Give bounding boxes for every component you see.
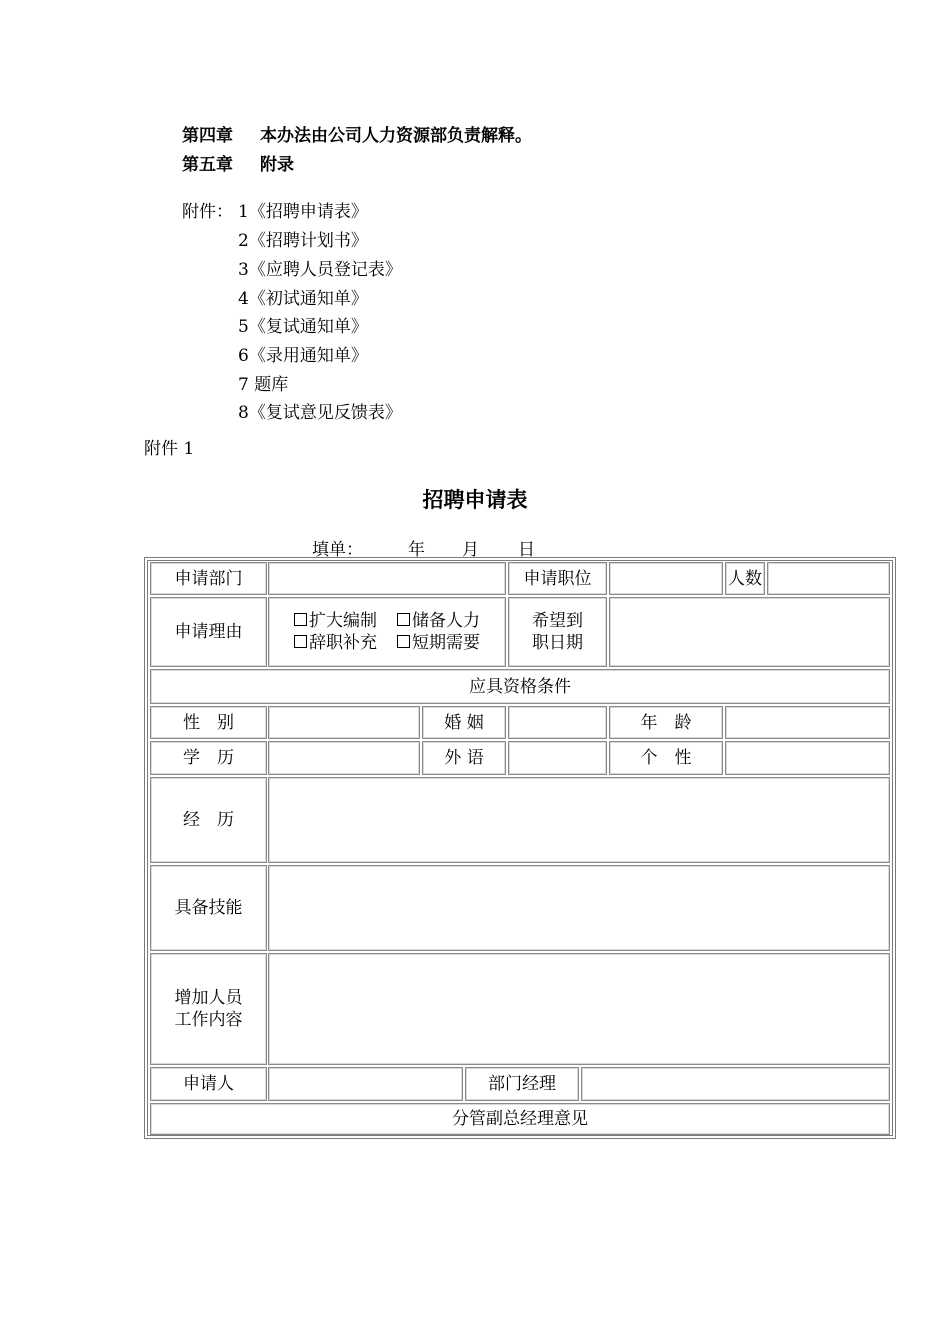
attachment-item: 7 题库: [238, 375, 289, 395]
chapter-text: 附录: [260, 155, 294, 175]
chapter-4: [182, 121, 532, 146]
field-marriage[interactable]: [508, 706, 607, 739]
checkbox-icon[interactable]: [397, 613, 410, 626]
checkbox-icon[interactable]: [294, 613, 307, 626]
label-hope-date: 希望到 职日期: [508, 597, 607, 667]
attachments-label: 附件：: [182, 202, 233, 222]
field-dept-manager[interactable]: [581, 1067, 890, 1101]
reason-option[interactable]: 辞职补充: [294, 632, 377, 654]
attachment-item: 5《复试通知单》: [238, 317, 368, 337]
field-headcount[interactable]: [767, 562, 890, 595]
label-dept: 申请部门: [150, 562, 267, 595]
attachment-item: 1《招聘申请表》: [238, 202, 368, 222]
fill-date-label: 填单：: [312, 540, 363, 560]
attachment-heading: 附件 1: [144, 439, 195, 459]
reason-option[interactable]: 短期需要: [397, 632, 480, 654]
chapter-number: 第四章: [182, 126, 233, 146]
field-experience[interactable]: [268, 777, 890, 863]
label-reason: 申请理由: [150, 597, 267, 667]
label-skills: 具备技能: [150, 865, 267, 951]
field-applicant[interactable]: [268, 1067, 463, 1101]
label-gender: 性 别: [150, 706, 267, 739]
label-age: 年 龄: [609, 706, 723, 739]
fill-date-day: 日: [518, 540, 535, 560]
fill-date-month: 月: [462, 540, 479, 560]
label-language: 外 语: [422, 741, 506, 775]
label-headcount: 人数: [725, 562, 765, 595]
attachment-item: 8《复试意见反馈表》: [238, 403, 402, 423]
fill-date-year: 年: [408, 540, 425, 560]
attachment-item: 3《应聘人员登记表》: [238, 260, 402, 280]
label-marriage: 婚 姻: [422, 706, 506, 739]
label-education: 学 历: [150, 741, 267, 775]
attachment-item: 6《录用通知单》: [238, 346, 368, 366]
reason-option[interactable]: 储备人力: [397, 610, 480, 632]
chapter-number: 第五章: [182, 155, 233, 175]
label-experience: 经 历: [150, 777, 267, 863]
field-education[interactable]: [268, 741, 420, 775]
field-language[interactable]: [508, 741, 607, 775]
field-position[interactable]: [609, 562, 723, 595]
label-qualifications: 应具资格条件: [150, 669, 890, 704]
checkbox-icon[interactable]: [294, 635, 307, 648]
field-dept[interactable]: [268, 562, 506, 595]
label-personality: 个 性: [609, 741, 723, 775]
label-applicant: 申请人: [150, 1067, 267, 1101]
field-personality[interactable]: [725, 741, 890, 775]
label-work-content: 增加人员 工作内容: [150, 953, 267, 1065]
field-work-content[interactable]: [268, 953, 890, 1065]
field-gender[interactable]: [268, 706, 420, 739]
attachment-item: 4《初试通知单》: [238, 289, 368, 309]
label-position: 申请职位: [508, 562, 607, 595]
checkbox-icon[interactable]: [397, 635, 410, 648]
field-hope-date[interactable]: [609, 597, 890, 667]
label-dept-manager: 部门经理: [465, 1067, 579, 1101]
field-age[interactable]: [725, 706, 890, 739]
field-skills[interactable]: [268, 865, 890, 951]
label-vp-opinion: 分管副总经理意见: [150, 1103, 890, 1135]
reason-options: [268, 597, 506, 667]
reason-option[interactable]: 扩大编制: [294, 610, 377, 632]
attachment-item: 2《招聘计划书》: [238, 231, 368, 251]
recruitment-application-form: [144, 557, 896, 1139]
chapter-5: [182, 150, 294, 175]
form-title: 招聘申请表: [422, 488, 528, 512]
chapter-text: 本办法由公司人力资源部负责解释。: [260, 126, 532, 146]
